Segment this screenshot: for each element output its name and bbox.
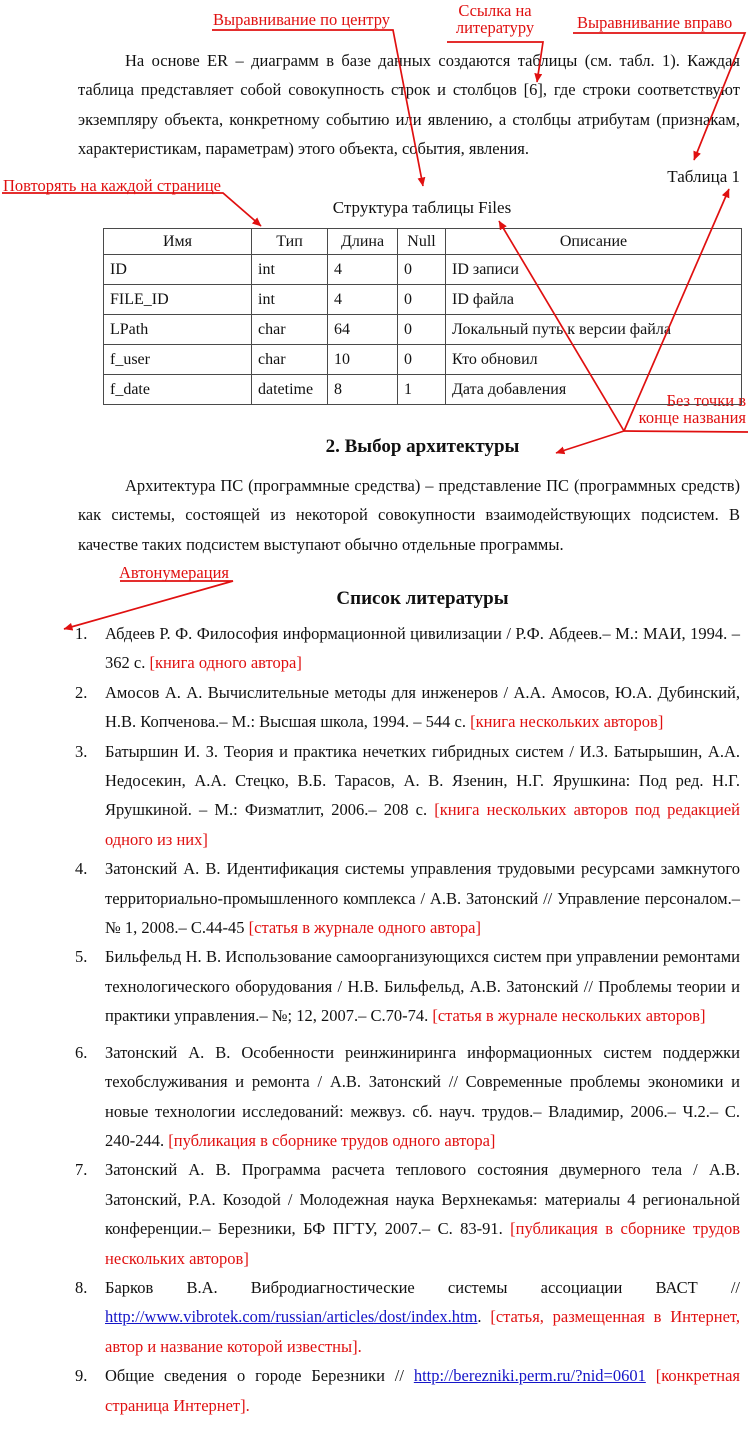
- section-heading-architecture: 2. Выбор архитектуры: [325, 436, 520, 457]
- table-cell: Локальный путь к версии файла: [446, 315, 742, 345]
- reference-number: 2.: [75, 682, 88, 702]
- table-header-cell: Null: [398, 229, 446, 255]
- reference-type-annotation: [статья, размещенная в Интернет, автор и название которой известны].: [105, 1307, 741, 1356]
- table-row: [104, 375, 742, 405]
- table-cell: char: [252, 315, 328, 345]
- reference-text: Затонский А. В. Особенности реинжиниринга информационных систем поддержки техобслуживания и ремонта / А.В. Затонский // Современные проблемы экономики и новые технологии исследований: межвуз. сб. науч. трудов.– Владимир, 2006.– Ч.2.– С. 240-244.: [105, 1042, 740, 1150]
- reference-text: .: [477, 1307, 491, 1327]
- table-cell: f_user: [104, 345, 252, 375]
- reference-item: [75, 1361, 740, 1420]
- reference-number: 3.: [75, 741, 88, 761]
- reference-text: Абдеев Р. Ф. Философия информационной цивилизации / Р.Ф. Абдеев.– М.: МАИ, 1994. – 362 с.: [105, 624, 740, 673]
- reference-type-annotation: [статья в журнале нескольких авторов]: [432, 1006, 706, 1026]
- reference-number: 6.: [75, 1042, 88, 1062]
- reference-text: Затонский А. В. Программа расчета теплового состояния двумерного тела / А.В. Затонский, Р.А. Козодой / Молодежная наука Верхнекамья: материалы 4 региональной конференции.– Березники, БФ ПГТУ, 2007.– С. 83-91.: [105, 1160, 740, 1239]
- reference-hyperlink[interactable]: http://www.vibrotek.com/russian/articles/dost/index.htm: [105, 1307, 478, 1327]
- reference-number: 8.: [75, 1277, 88, 1297]
- table-cell: 4: [328, 285, 398, 315]
- references-list: [75, 619, 740, 1420]
- reference-type-annotation: [статья в журнале одного автора]: [248, 918, 481, 938]
- reference-number: 5.: [75, 947, 88, 967]
- annotation-no-dot-in-title: Без точки в конце названия: [638, 391, 746, 427]
- reference-number: 1.: [75, 624, 88, 643]
- reference-type-annotation: [конкретная страница Интернет].: [105, 1366, 740, 1415]
- reference-number: 9.: [75, 1366, 88, 1386]
- table-cell: 4: [328, 255, 398, 285]
- annotation-right-align: Выравнивание вправо: [577, 13, 733, 32]
- reference-item: [75, 1038, 740, 1156]
- table-cell: Кто обновил: [446, 345, 742, 375]
- table-row: [104, 255, 742, 285]
- reference-text: Барков В.А. Вибродиагностические системы ассоциации ВАСТ //: [105, 1277, 740, 1297]
- files-structure-table: [103, 228, 742, 405]
- table-row: [104, 345, 742, 375]
- reference-type-annotation: [книга нескольких авторов под редакцией одного из них]: [105, 800, 741, 849]
- reference-text: Общие сведения о городе Березники //: [105, 1366, 414, 1386]
- reference-text: Бильфельд Н. В. Использование самоорганизующихся систем при управлении ремонтами технологического оборудования / Н.В. Бильфельд, А.В. Затонский // Проблемы теории и практики управления.– №; 12, 2007.– С.70-74.: [105, 947, 740, 1026]
- table-caption: Структура таблицы Files: [332, 198, 512, 217]
- annotation-repeat-each-page: Повторять на каждой странице: [3, 176, 221, 195]
- table-cell: 10: [328, 345, 398, 375]
- reference-item: [75, 1273, 740, 1361]
- table-row: [104, 315, 742, 345]
- table-cell: int: [252, 285, 328, 315]
- reference-item: [75, 942, 740, 1030]
- table-cell: FILE_ID: [104, 285, 252, 315]
- annotation-center-align: Выравнивание по центру: [213, 10, 391, 29]
- reference-text: Батыршин И. З. Теория и практика нечетких гибридных систем / И.З. Батырышин, А.А. Недосекин, А.А. Стецко, В.Б. Тарасов, А. В. Язенин, Н.Г. Ярушкина: Под ред. Н.Г. Ярушкиной. – М.: Физматлит, 2006.– 208 с.: [105, 741, 740, 820]
- reference-item: [75, 854, 740, 942]
- table-cell: 8: [328, 375, 398, 405]
- table-cell: ID: [104, 255, 252, 285]
- table-cell: Дата добавления: [446, 375, 742, 405]
- reference-type-annotation: [публикация в сборнике трудов одного автора]: [168, 1130, 496, 1150]
- table-header-row: [104, 229, 742, 255]
- paragraph-architecture: Архитектура ПС (программные средства) – представление ПС (программных средств) как системы, состоящей из некоторой совокупности взаимодействующих подсистем. В качестве таких подсистем выступают обычно отдельные программы.: [78, 476, 740, 554]
- table-cell: ID записи: [446, 255, 742, 285]
- underline-no-dot: [624, 431, 748, 432]
- table-cell: char: [252, 345, 328, 375]
- table-number-label: Таблица 1: [667, 167, 740, 186]
- table-cell: ID файла: [446, 285, 742, 315]
- reference-text: [646, 1366, 656, 1385]
- references-heading: Список литературы: [336, 588, 509, 609]
- reference-text: Амосов А. А. Вычислительные методы для инженеров / А.А. Амосов, Ю.А. Дубинский, Н.В. Копченова.– М.: Высшая школа, 1994. – 544 с.: [105, 682, 740, 732]
- table-cell: 0: [398, 285, 446, 315]
- table-cell: 64: [328, 315, 398, 345]
- reference-hyperlink[interactable]: http://berezniki.perm.ru/?nid=0601: [413, 1366, 646, 1386]
- table-cell: 0: [398, 345, 446, 375]
- reference-item: [75, 619, 740, 678]
- table-row: [104, 285, 742, 315]
- reference-item: [75, 1155, 740, 1273]
- table-header-cell: Тип: [252, 229, 328, 255]
- reference-type-annotation: [публикация в сборнике трудов нескольких авторов]: [105, 1219, 740, 1268]
- reference-number: 4.: [75, 859, 88, 879]
- table-cell: 0: [398, 315, 446, 345]
- reference-type-annotation: [книга одного автора]: [149, 653, 302, 673]
- table-cell: int: [252, 255, 328, 285]
- table-header-cell: Описание: [446, 229, 742, 255]
- annotation-literature-reference: Ссылка на литературу: [455, 1, 535, 37]
- table-cell: datetime: [252, 375, 328, 405]
- table-cell: f_date: [104, 375, 252, 405]
- reference-number: 7.: [75, 1160, 88, 1180]
- table-header-cell: Имя: [104, 229, 252, 255]
- table-cell: LPath: [104, 315, 252, 345]
- reference-type-annotation: [книга нескольких авторов]: [470, 712, 664, 732]
- table-cell: 1: [398, 375, 446, 405]
- table-header-cell: Длина: [328, 229, 398, 255]
- reference-item: [75, 737, 740, 855]
- paragraph-er-diagrams: На основе ER – диаграмм в базе данных создаются таблицы (см. табл. 1). Каждая таблица представляет собой совокупность строк и столбцов [6], где строки соответствуют экземпляру объекта, конкретному событию или явлению, а столбцы атрибутам (признакам, характеристикам, параметрам) этого объекта, события, явления.: [78, 51, 740, 159]
- reference-text: Затонский А. В. Идентификация системы управления трудовыми ресурсами замкнутого территориально-промышленного комплекса / А.В. Затонский // Управление персоналом.– № 1, 2008.– С.44-45: [105, 859, 740, 938]
- reference-item: [75, 678, 740, 737]
- annotation-auto-numbering: Автонумерация: [119, 563, 229, 582]
- table-cell: 0: [398, 255, 446, 285]
